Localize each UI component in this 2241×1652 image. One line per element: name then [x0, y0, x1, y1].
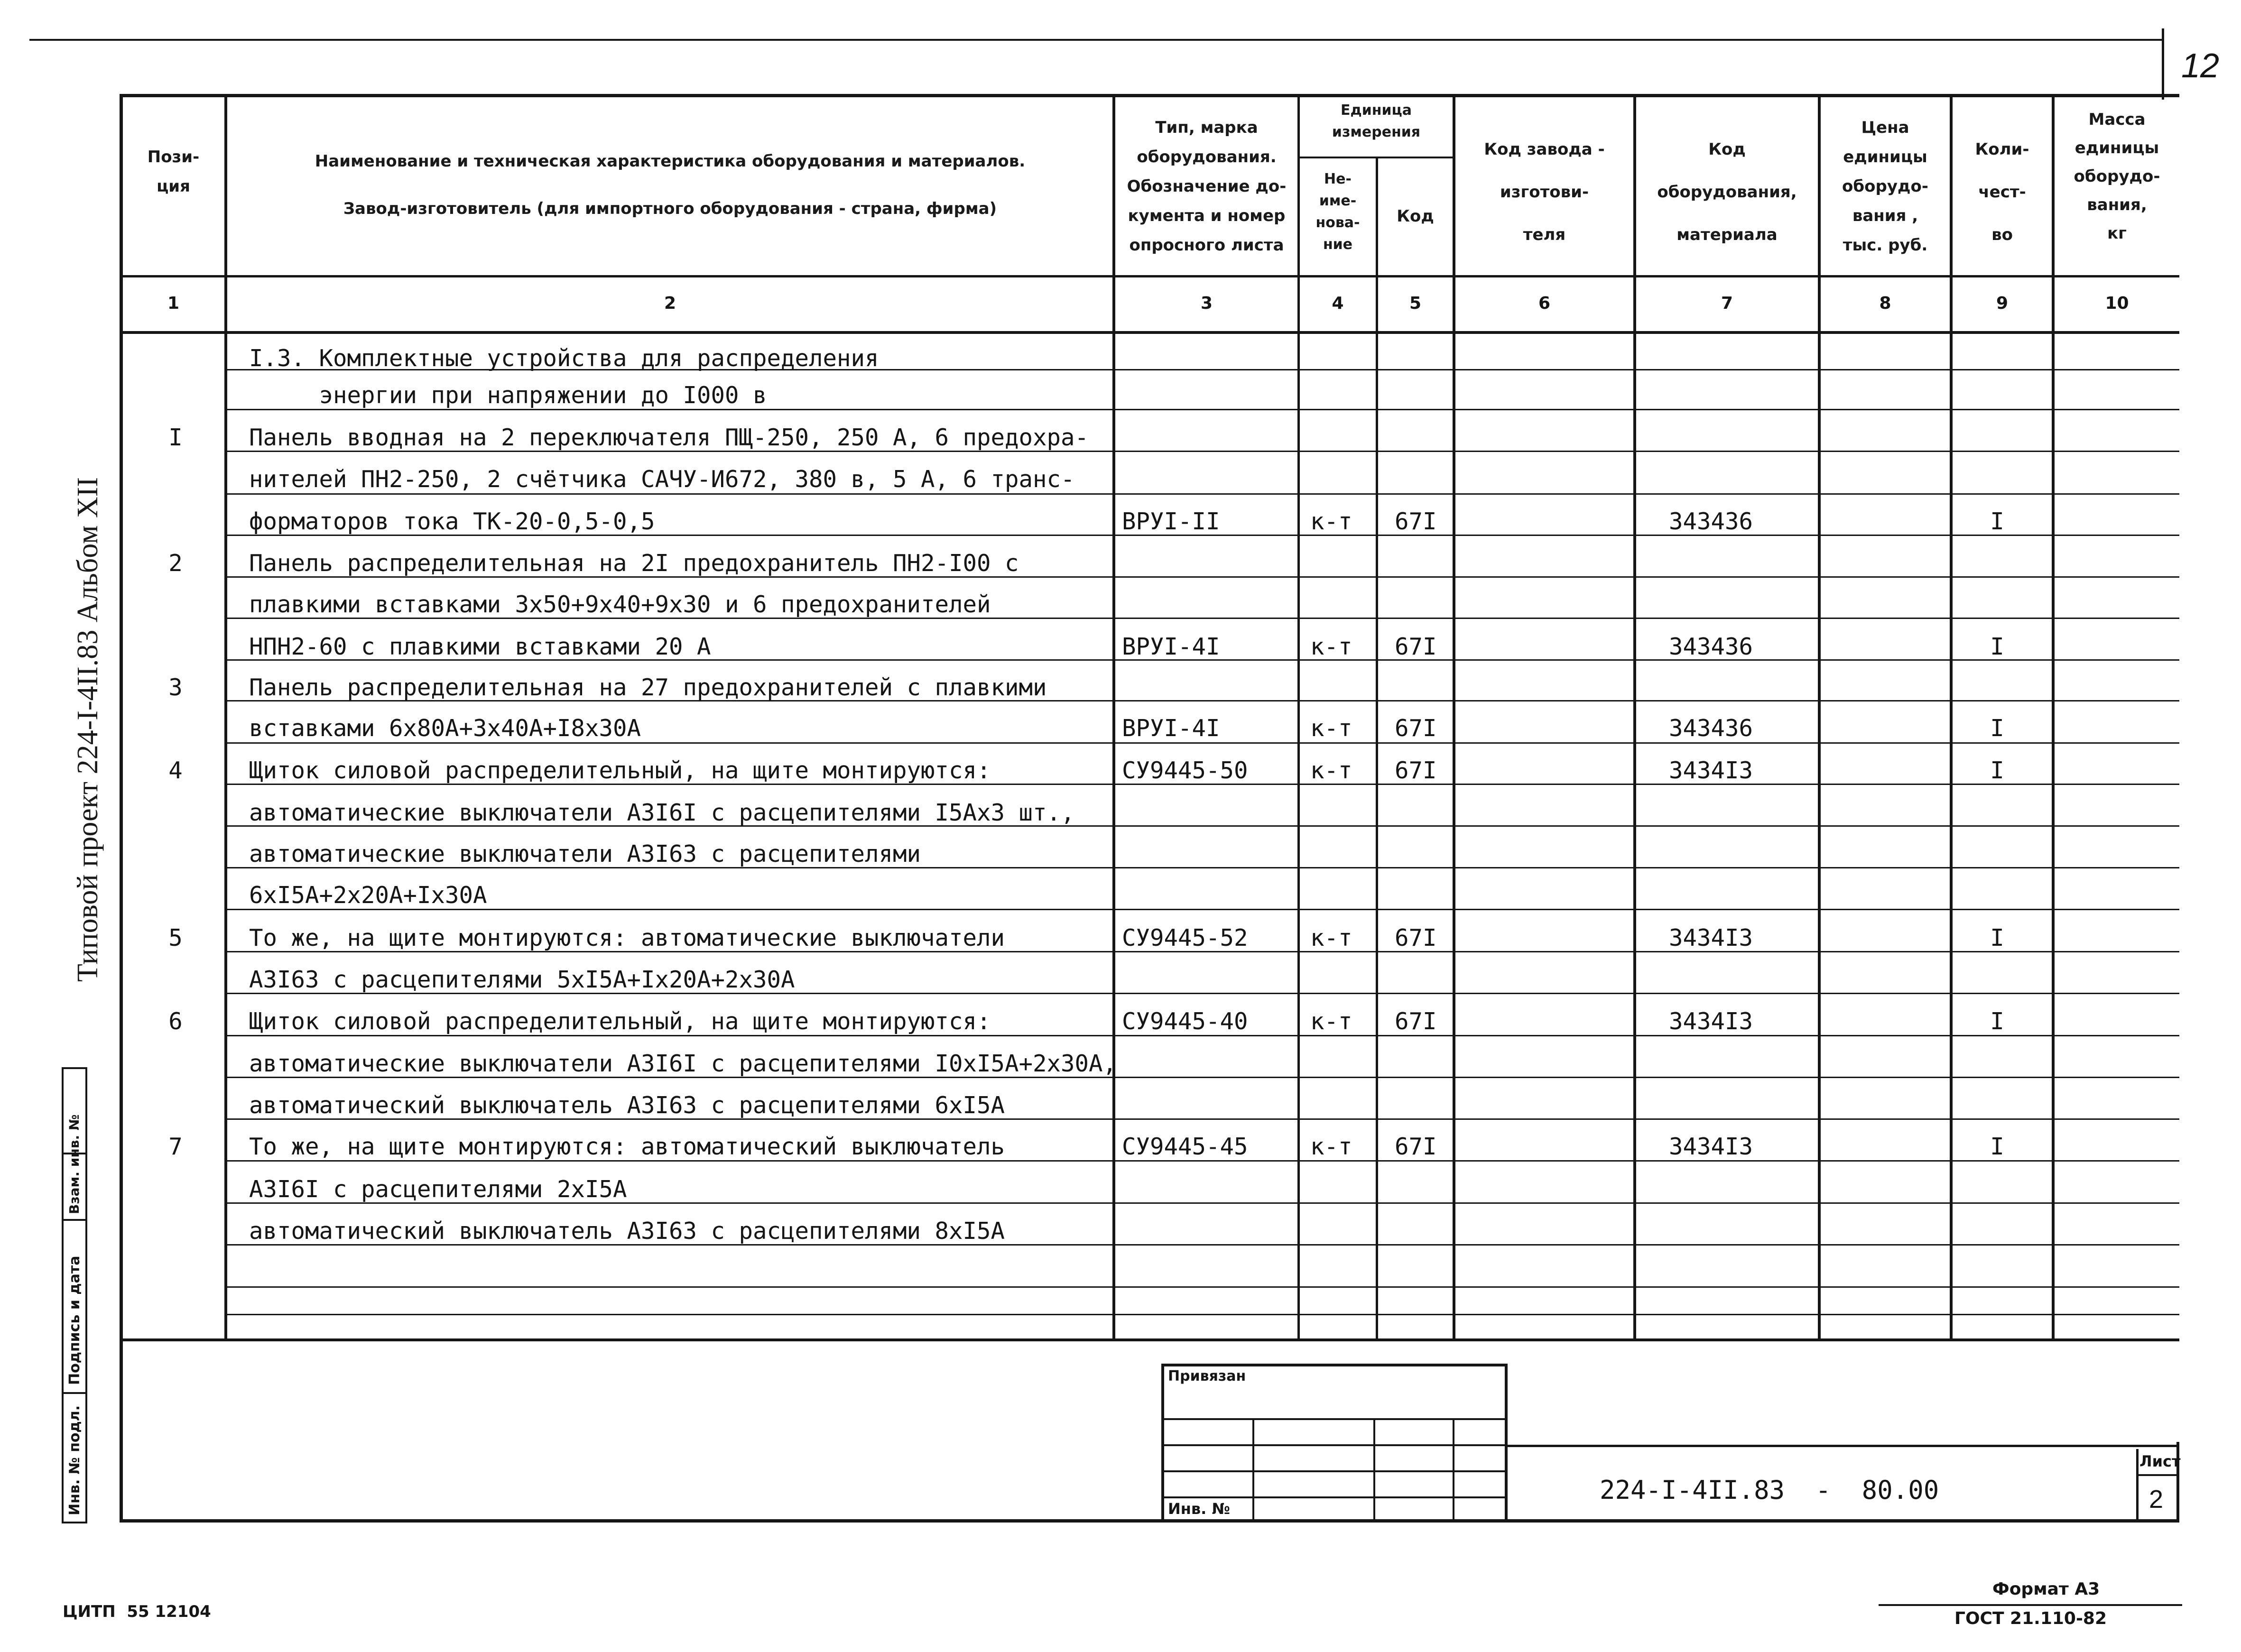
- header-col4: Не- име- нова- ние: [1315, 171, 1360, 253]
- header-col2: Наименование и техническая характеристика оборудования и материалов. Завод-изготовитель (для импортного оборудования - страна, фирма): [315, 152, 1026, 218]
- row-unit: к-т: [1310, 1008, 1352, 1035]
- row-mat-code: 3434I3: [1669, 757, 1753, 784]
- row-name: Щиток силовой распределительный, на щите монтируются:: [249, 757, 991, 784]
- row-name: Щиток силовой распределительный, на щите монтируются:: [249, 1008, 991, 1035]
- top-right-tick: [2162, 28, 2164, 100]
- row-unit: к-т: [1310, 508, 1352, 535]
- header-col7: Код оборудования, материала: [1657, 140, 1797, 244]
- row-pos: I: [168, 424, 183, 451]
- row-pos: 5: [168, 924, 183, 951]
- row-separator-line: [224, 909, 2179, 910]
- row-name: I.3. Комплектные устройства для распределения: [249, 345, 879, 372]
- row-name: плавкими вставками 3х50+9х40+9х30 и 6 предохранителей: [249, 591, 991, 618]
- row-name: НПН2-60 с плавкими вставками 20 А: [249, 633, 711, 660]
- row-qty: I: [1990, 1008, 2004, 1035]
- row-unit: к-т: [1310, 633, 1352, 660]
- colnum-9: 9: [1996, 294, 2009, 313]
- row-name: Панель распределительная на 27 предохранителей с плавкими: [249, 674, 1047, 701]
- row-separator-line: [224, 742, 2179, 744]
- row-type: ВРУI-4I: [1122, 715, 1220, 742]
- row-mat-code: 343436: [1669, 715, 1753, 742]
- row-qty: I: [1990, 924, 2004, 951]
- row-pos: 6: [168, 1008, 183, 1035]
- side-stamp-label-sign: Подпись и дата: [66, 1255, 83, 1385]
- header-col6: Код завода - изготови- теля: [1484, 140, 1605, 244]
- row-code: 67I: [1395, 508, 1437, 535]
- stamp-privyazan-label: Привязан: [1168, 1368, 1246, 1384]
- header-col45-group: Единица измерения: [1332, 102, 1421, 140]
- row-name: автоматический выключатель А3I63 с расцепителями 8хI5А: [249, 1218, 1005, 1245]
- colnum-8: 8: [1879, 294, 1891, 313]
- row-separator-line: [224, 409, 2179, 410]
- row-unit: к-т: [1310, 924, 1352, 951]
- row-name: автоматические выключатели А3I6I с расцепителями I0хI5А+2х30А,: [249, 1050, 1117, 1077]
- row-name: А3I6I с расцепителями 2хI5А: [249, 1176, 627, 1203]
- row-name: То же, на щите монтируются: автоматические выключатели: [249, 924, 1005, 951]
- colnum-6: 6: [1538, 294, 1551, 313]
- row-code: 67I: [1395, 1133, 1437, 1160]
- row-code: 67I: [1395, 757, 1437, 784]
- header-col10: Масса единицы оборудо- вания, кг: [2074, 110, 2160, 243]
- row-qty: I: [1990, 508, 2004, 535]
- row-type: СУ9445-52: [1122, 924, 1248, 951]
- row-name: 6хI5А+2х20А+Iх30А: [249, 882, 487, 909]
- row-unit: к-т: [1310, 715, 1352, 742]
- row-name: нителей ПН2-250, 2 счётчика САЧУ-И672, 380 в, 5 А, 6 транс-: [249, 466, 1075, 493]
- row-mat-code: 3434I3: [1669, 1133, 1753, 1160]
- left-margin-title: Типовой проект 224-I-4II.83 Альбом XII: [72, 477, 104, 982]
- row-code: 67I: [1395, 924, 1437, 951]
- row-name: автоматические выключатели А3I6I с расцепителями I5Ах3 шт.,: [249, 799, 1075, 826]
- header-col3: Тип, марка оборудования. Обозначение до- кумента и номер опросного листа: [1127, 118, 1287, 255]
- stamp-document-code: 224-I-4II.83 - 80.00: [1600, 1475, 1939, 1505]
- footer-left-code: ЦИТП 55 12104: [63, 1602, 211, 1621]
- row-name: вставками 6х80А+3х40А+I8х30А: [249, 715, 641, 742]
- row-pos: 4: [168, 757, 183, 784]
- row-mat-code: 3434I3: [1669, 1008, 1753, 1035]
- stamp-sheet-label: Лист: [2139, 1452, 2181, 1470]
- row-name: А3I63 с расцепителями 5хI5А+Iх20А+2х30А: [249, 966, 795, 993]
- colnum-3: 3: [1200, 294, 1213, 313]
- row-separator-line: [224, 1314, 2179, 1315]
- row-qty: I: [1990, 633, 2004, 660]
- header-col5: Код: [1397, 207, 1434, 226]
- row-pos: 3: [168, 674, 183, 701]
- row-type: СУ9445-45: [1122, 1133, 1248, 1160]
- row-separator-line: [224, 1035, 2179, 1036]
- row-qty: I: [1990, 757, 2004, 784]
- footer-gost: ГОСТ 21.110-82: [1954, 1609, 2107, 1628]
- header-col9: Коли- чест- во: [1975, 140, 2029, 244]
- row-mat-code: 343436: [1669, 633, 1753, 660]
- row-name: То же, на щите монтируются: автоматический выключатель: [249, 1133, 1005, 1160]
- row-name: Панель распределительная на 2I предохранитель ПН2-I00 с: [249, 550, 1019, 577]
- top-border-line: [29, 39, 2164, 41]
- row-unit: к-т: [1310, 757, 1352, 784]
- row-mat-code: 3434I3: [1669, 924, 1753, 951]
- sheet-corner-number: 12: [2181, 47, 2220, 85]
- stamp-sheet-number: 2: [2149, 1485, 2164, 1514]
- row-pos: 2: [168, 550, 183, 577]
- row-name: Панель вводная на 2 переключателя ПЩ-250, 250 А, 6 предохра-: [249, 424, 1089, 451]
- header-col1: Пози- ция: [147, 148, 200, 196]
- row-code: 67I: [1395, 715, 1437, 742]
- side-stamp-label-inv: Инв. № подл.: [66, 1405, 83, 1515]
- colnum-1: 1: [167, 294, 180, 313]
- footer-format: Формат А3: [1992, 1579, 2100, 1599]
- colnum-7: 7: [1721, 294, 1733, 313]
- row-name: энергии при напряжении до I000 в: [249, 382, 767, 409]
- row-name: форматоров тока ТК-20-0,5-0,5: [249, 508, 655, 535]
- colnum-5: 5: [1409, 294, 1422, 313]
- row-qty: I: [1990, 715, 2004, 742]
- row-separator-line: [224, 493, 2179, 495]
- row-code: 67I: [1395, 1008, 1437, 1035]
- row-name: автоматические выключатели А3I63 с расцепителями: [249, 840, 921, 868]
- row-separator-line: [224, 1160, 2179, 1162]
- colnum-2: 2: [664, 294, 676, 313]
- row-qty: I: [1990, 1133, 2004, 1160]
- colnum-10: 10: [2105, 294, 2129, 313]
- row-type: СУ9445-40: [1122, 1008, 1248, 1035]
- side-stamp-label-vzam: Взам. инв. №: [66, 1114, 82, 1214]
- row-separator-line: [224, 1286, 2179, 1288]
- row-unit: к-т: [1310, 1133, 1352, 1160]
- row-type: СУ9445-50: [1122, 757, 1248, 784]
- row-type: ВРУI-4I: [1122, 633, 1220, 660]
- row-pos: 7: [168, 1133, 183, 1160]
- row-name: автоматический выключатель А3I63 с расцепителями 6хI5А: [249, 1092, 1005, 1119]
- header-col8: Цена единицы оборудо- вания , тыс. руб.: [1842, 118, 1928, 255]
- row-type: ВРУI-II: [1122, 508, 1220, 535]
- row-mat-code: 343436: [1669, 508, 1753, 535]
- colnum-4: 4: [1332, 294, 1344, 313]
- row-code: 67I: [1395, 633, 1437, 660]
- stamp-inv-label: Инв. №: [1168, 1500, 1230, 1518]
